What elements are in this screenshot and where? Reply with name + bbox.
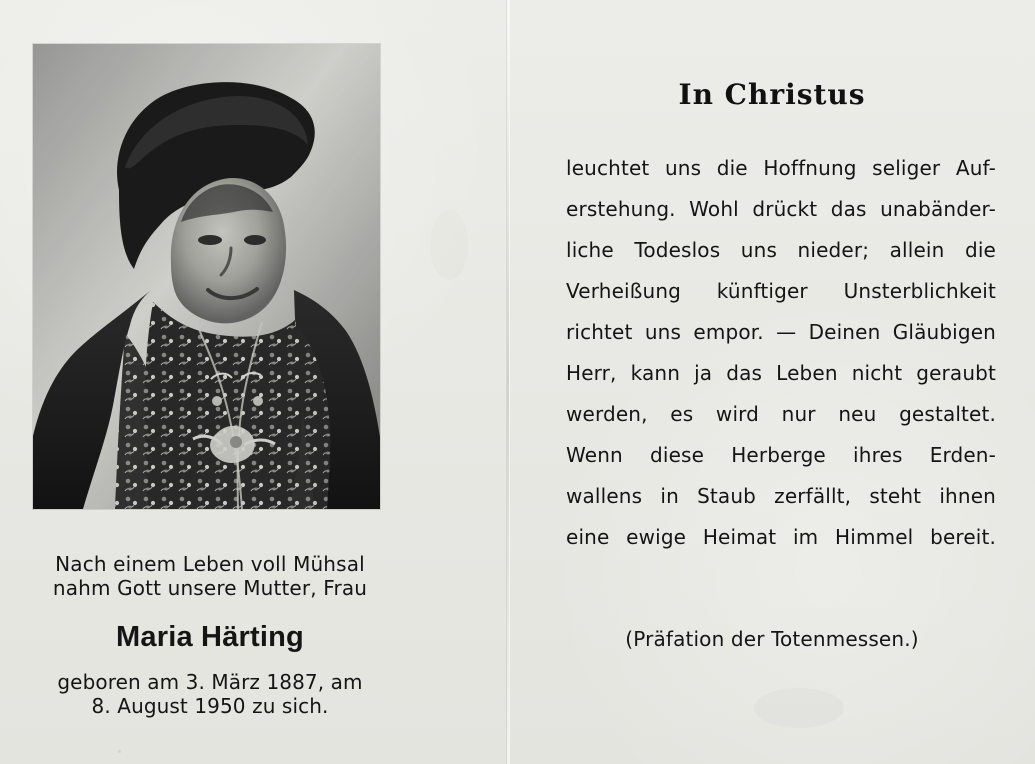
prayer-line-4: Verheißung künftiger Unsterblichkeit (566, 279, 996, 303)
prayer-line-5: richtet uns empor. — Deinen Gläubigen (566, 320, 996, 344)
prayer-line-2: erstehung. Wohl drückt das unabänder- (566, 197, 996, 221)
paper-stain (754, 688, 844, 728)
date-line-1: geboren am 3. März 1887, am (57, 670, 363, 694)
portrait-photo (33, 44, 380, 509)
left-page (0, 0, 507, 764)
left-intro-text (30, 553, 390, 600)
birth-death-text (30, 671, 390, 718)
prayer-line-8: Wenn diese Herberge ihres Erden- (566, 443, 996, 467)
source-citation: (Präfation der Totenmessen.) (625, 627, 919, 651)
paper-stain (430, 210, 468, 280)
paper-speck (118, 750, 121, 753)
page-title: In Christus (678, 78, 866, 111)
portrait-frame (33, 44, 380, 509)
left-intro-line-1: Nach einem Leben voll Mühsal (55, 552, 365, 576)
prayer-line-6: Herr, kann ja das Leben nicht geraubt (566, 361, 996, 385)
left-intro-line-2: nahm Gott unsere Mutter, Frau (52, 575, 368, 600)
date-line-2: 8. August 1950 zu sich. (91, 693, 329, 718)
right-page (509, 0, 1035, 764)
prayer-line-3: liche Todeslos uns nieder; allein die (566, 238, 996, 262)
prayer-line-7: werden, es wird nur neu gestaltet. (566, 402, 996, 426)
prayer-line-10: eine ewige Heimat im Himmel bereit. (566, 525, 996, 549)
deceased-name: Maria Härting (116, 621, 304, 653)
prayer-line-1: leuchtet uns die Hoffnung seliger Auf- (566, 156, 996, 180)
prayer-line-9: wallens in Staub zerfällt, steht ihnen (566, 484, 996, 508)
prayer-text (566, 148, 996, 558)
